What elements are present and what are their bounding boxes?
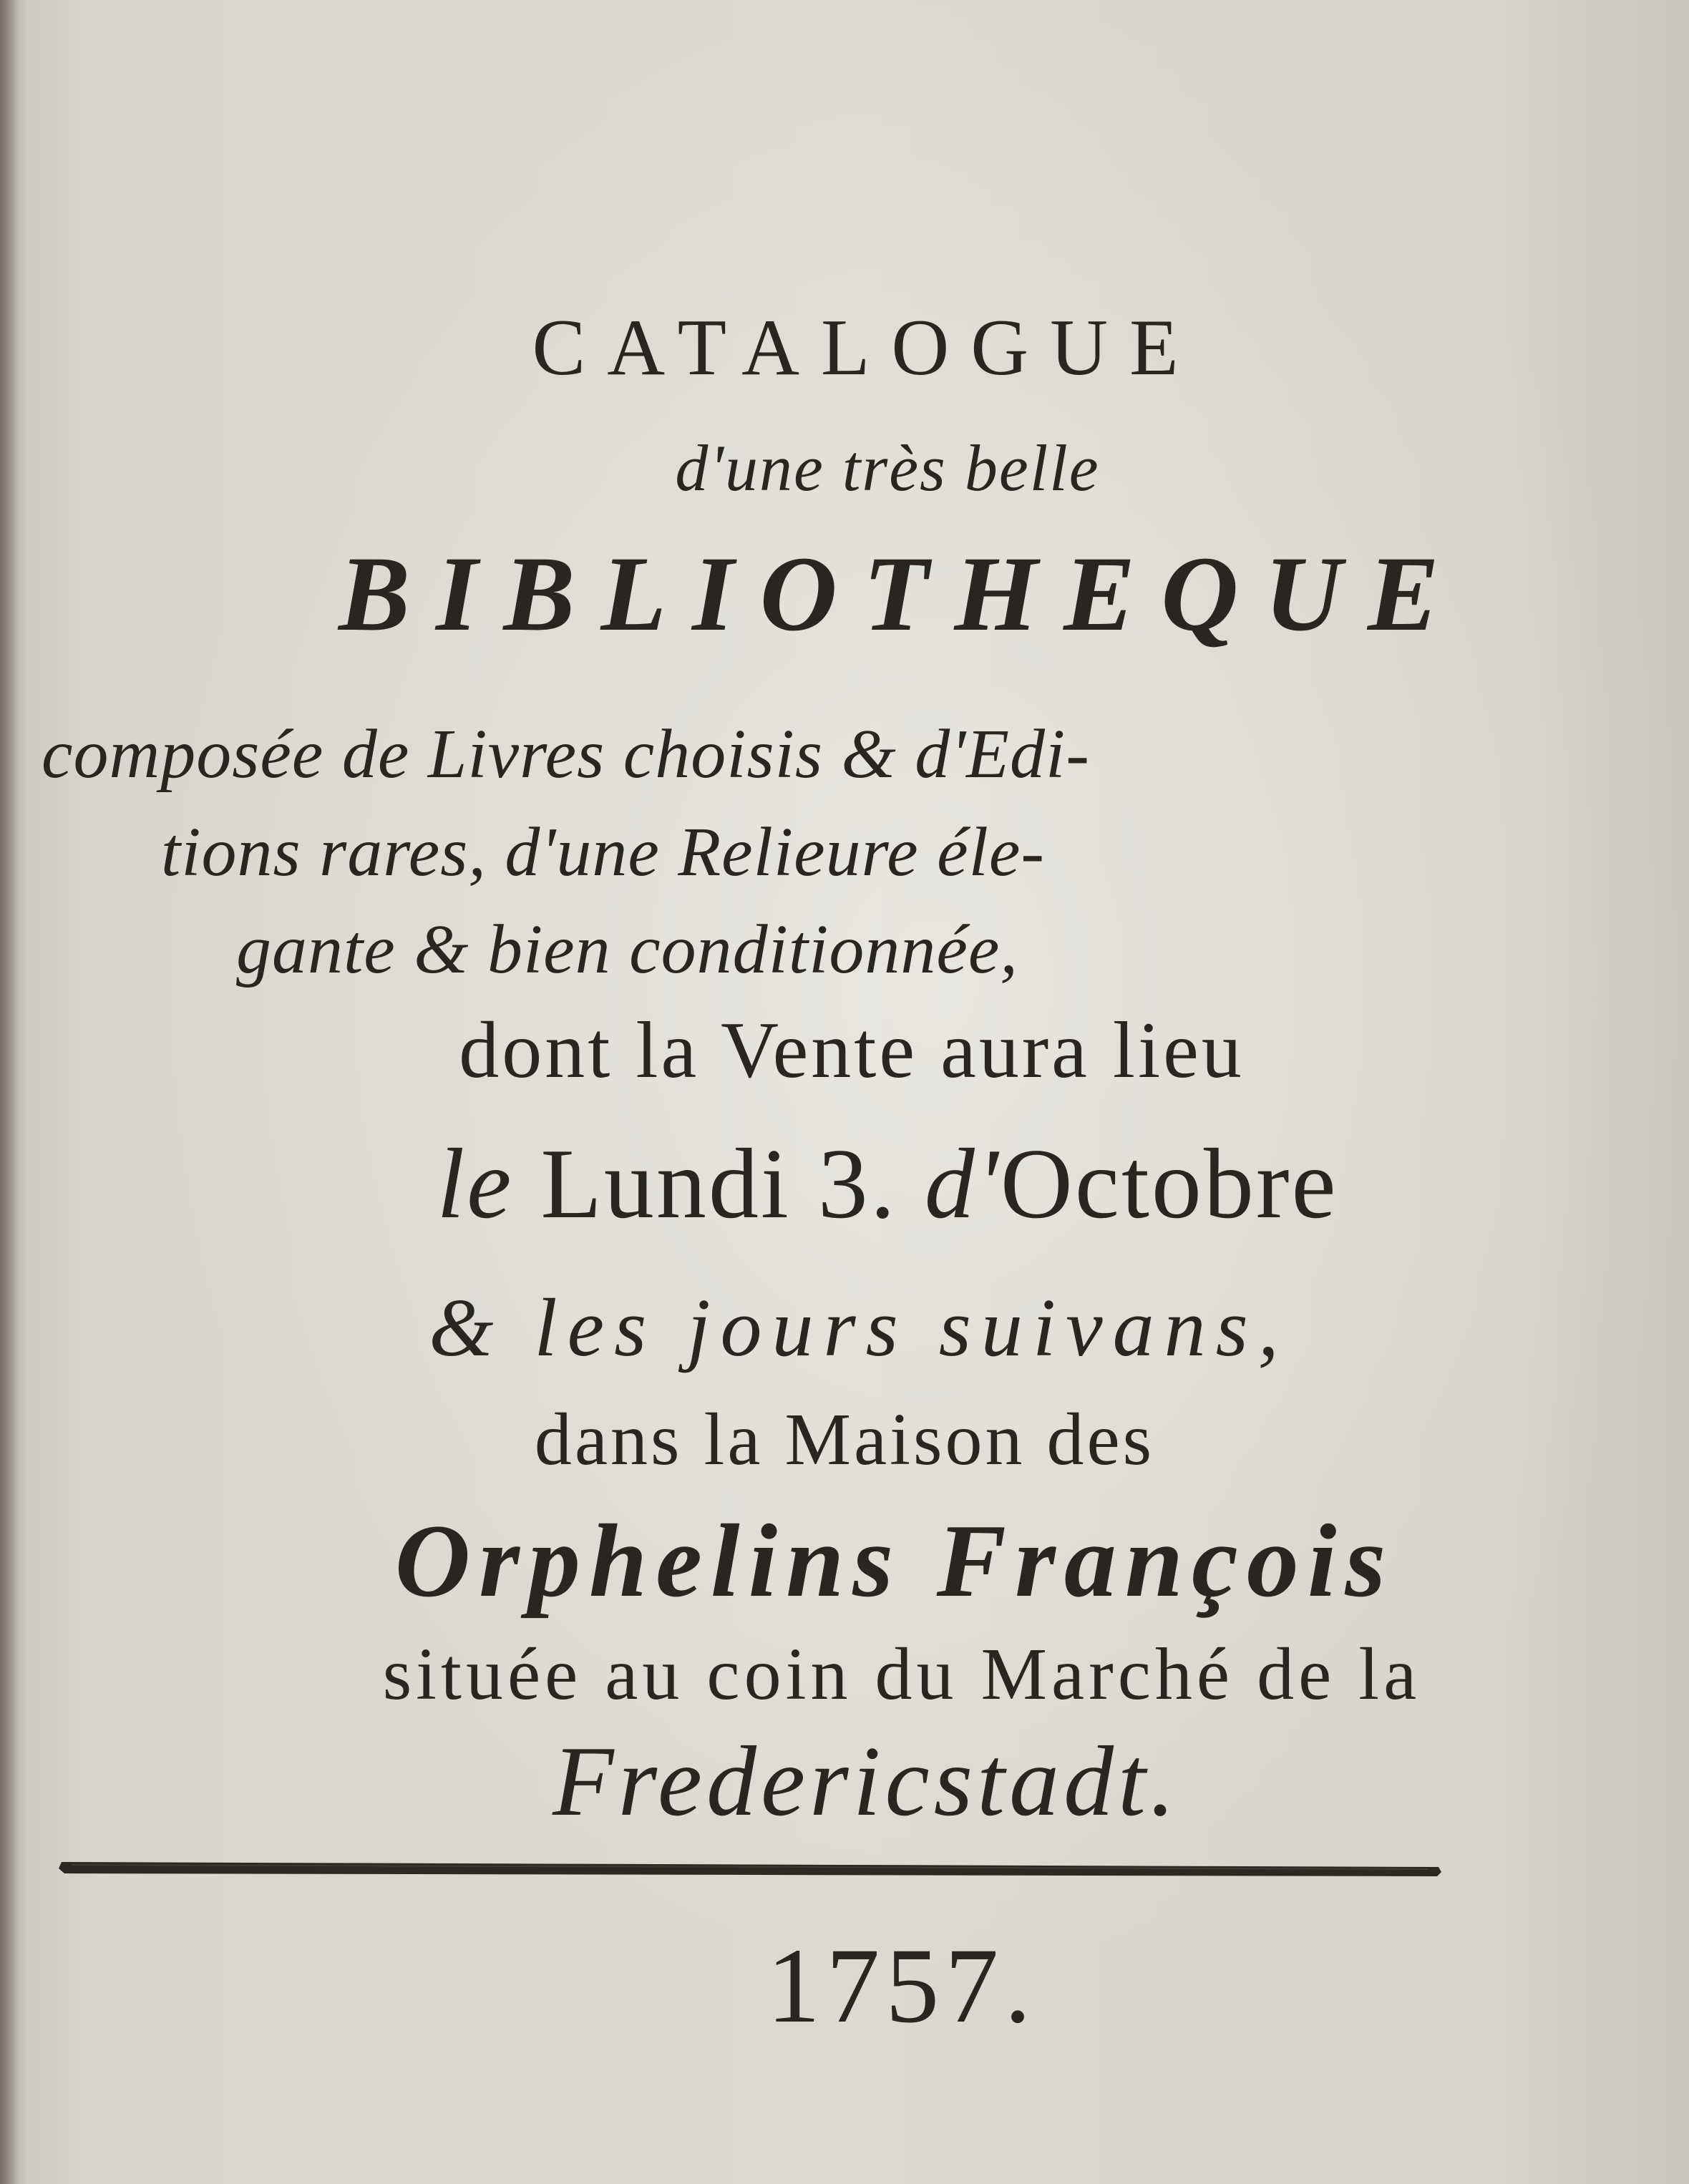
date-month-prefix: d' [924,1128,1001,1239]
location-place: Fredericstadt. [553,1726,1179,1837]
thick-divider-rule [57,1855,1446,1879]
description-line-3: gante & bien conditionnée, [236,911,1018,988]
sale-date [0,1128,1689,1239]
library-title: BIBLIOTHEQUE [339,535,1465,653]
catalogue-heading: CATALOGUE [532,303,1200,392]
following-days: & les jours suivans, [429,1282,1289,1374]
description-line-1: composée de Livres choisis & d'Edi- [42,716,1090,793]
publication-year: 1757. [766,1926,1037,2045]
date-main: Lundi 3. [540,1128,897,1239]
sale-line: dont la Vente aura lieu [459,1006,1245,1095]
location-line-2: située au coin du Marché de la [382,1633,1421,1715]
location-name: Orphelins François [394,1503,1395,1619]
divider-rule-graphic [57,1855,1446,1879]
catalogue-subheading: d'une très belle [675,432,1100,504]
date-month: Octobre [1000,1128,1338,1239]
description-line-2: tions rares, d'une Relieure éle- [161,814,1045,891]
location-line-1: dans la Maison des [534,1398,1155,1481]
date-prefix: le [437,1128,514,1239]
